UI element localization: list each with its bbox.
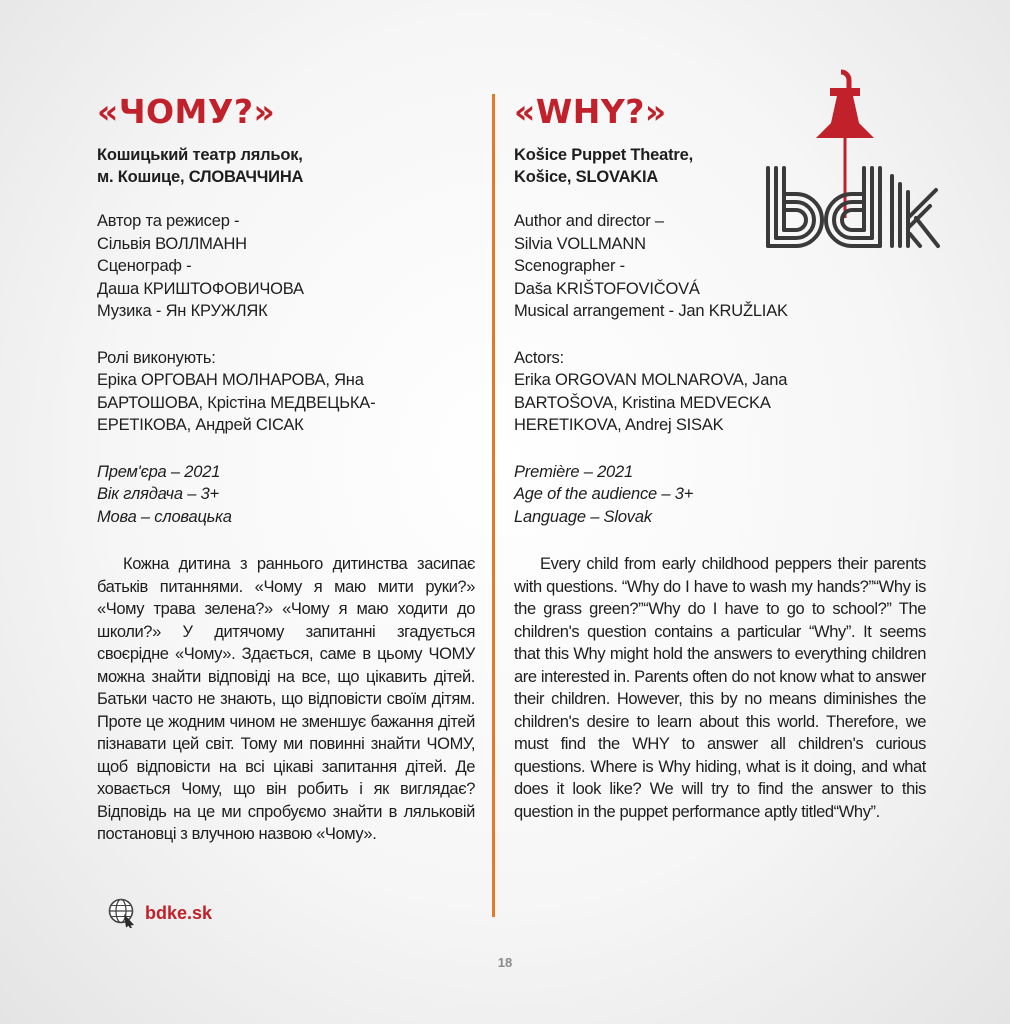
column-divider — [492, 94, 495, 917]
english-company: Košice Puppet Theatre, Košice, SLOVAKIA — [514, 146, 693, 186]
page-number: 18 — [497, 955, 513, 970]
ukrainian-actors: Ролі виконують: Еріка ОРГОВАН МОЛНАРОВА, Яна БАРТОШОВА, Крістіна МЕДВЕЦЬКА- ЕРЕТІКОВА, Андрей СІСАК — [97, 348, 376, 434]
english-title: «WHY?» — [514, 92, 667, 131]
english-premiere-info: Première – 2021 Age of the audience – 3+ Language – Slovak — [514, 462, 694, 526]
ukrainian-description: Кожна дитина з раннього дитинства засипає батьків питаннями. «Чому я маю мити руки?» «Чому трава зелена?» «Чому я маю ходити до школи?» У дитячому запитанні згадується своєрідне «Чому». Здається, саме в цьому ЧОМУ можна знайти відповіді на все, що цікавить дітей. Батьки часто не знають, що відповісти своїм дітям. Проте це жодним чином не зменшує бажання дітей пізнавати цей світ. Тому ми повинні знайти ЧОМУ, щоб відповісти на всі цікаві запитання дітей. Де ховається Чому, що він робить і як виглядає? Відповідь на це ми спробуємо знайти в ляльковій постановці з влучною назвою «Чому». — [97, 555, 475, 843]
ukrainian-credits: Автор та режисер - Сільвія ВОЛЛМАНН Сценограф - Даша КРИШТОФОВИЧОВА Музика - Ян КРУЖЛЯК — [97, 212, 304, 320]
english-actors: Actors: Erika ORGOVAN MOLNAROVA, Jana BARTOŠOVA, Kristina MEDVECKA HERETIKOVA, Andrej SISAK — [514, 348, 788, 434]
english-description: Every child from early childhood peppers their parents with questions. “Why do I have to wash my hands?”“Why is the grass green?”“Why do I have to go to school?” The children's question contains a particular “Why”. It seems that this Why might hold the answers to everything children are interested in. Parents often do not know what to answer their children. However, this by no means diminishes the children's desire to learn about this world. Therefore, we must find the WHY to answer all children's curious questions. Where is Why hiding, what is it doing, and what does it look like? We will try to find the answer to this question in the puppet performance aptly titled“Why”. — [514, 555, 926, 821]
globe-icon — [108, 898, 136, 928]
website-url[interactable]: bdke.sk — [145, 902, 213, 923]
english-credits: Author and director – Silvia VOLLMANN Scenographer - Daša KRIŠTOFOVIČOVÁ Musical arrangement - Jan KRUŽLIAK — [514, 212, 788, 320]
bdk-bell-logo-icon — [740, 68, 940, 264]
ukrainian-title: «ЧОМУ?» — [97, 92, 276, 131]
ukrainian-premiere-info: Прем'єра – 2021 Вік глядача – 3+ Мова – словацька — [97, 462, 232, 526]
bdk-logo — [740, 68, 940, 264]
website-link[interactable] — [108, 898, 212, 928]
ukrainian-company: Кошицький театр ляльок, м. Кошице, СЛОВАЧЧИНА — [97, 146, 304, 186]
ukrainian-column — [97, 92, 475, 862]
